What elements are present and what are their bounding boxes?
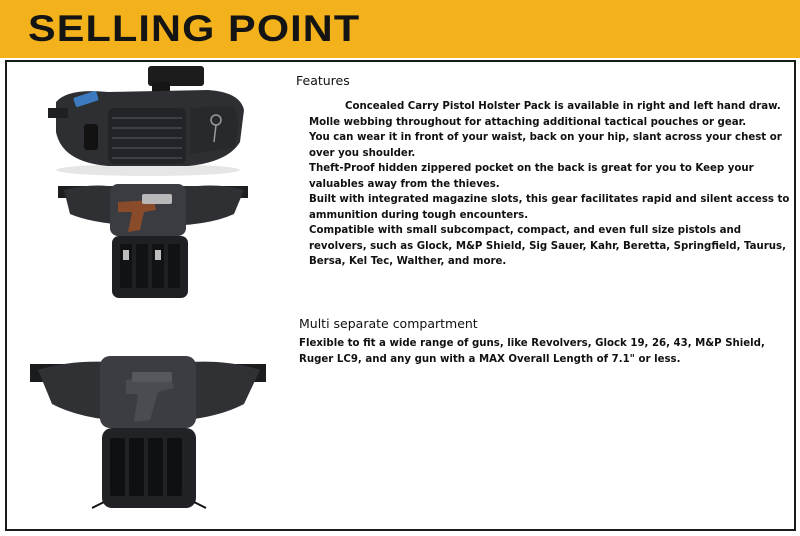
compartment-heading: Multi separate compartment (299, 316, 478, 331)
features-list (309, 99, 791, 270)
feature-item: Compatible with small subcompact, compact, and even full size pistols and revolvers, such as Glock, M&P Shield, Sig Sauer, Kahr, Beretta, Springfield, Taurus, Bersa, Kel Tec, Walther, and more. (309, 225, 786, 267)
feature-item: Concealed Carry Pistol Holster Pack is available in right and left hand draw. (345, 101, 781, 112)
product-image-molle-pack (48, 62, 248, 180)
selling-point-banner (0, 0, 800, 58)
product-image-compartment-pack (30, 342, 266, 510)
feature-item: Built with integrated magazine slots, this gear facilitates rapid and silent access to ammunition during tough encounters. (309, 194, 790, 221)
banner-title: SELLING POINT (28, 8, 361, 49)
features-heading: Features (296, 73, 350, 88)
compartment-text (299, 336, 791, 367)
feature-item: Molle webbing throughout for attaching additional tactical pouches or gear. (309, 116, 747, 128)
compartment-description: Flexible to fit a wide range of guns, like Revolvers, Glock 19, 26, 43, M&P Shield, Ruger LC9, and any gun with a MAX Overall Length of 7.1" or less. (299, 338, 765, 365)
feature-item: You can wear it in front of your waist, back on your hip, slant across your chest or over you shoulder. (309, 132, 782, 159)
feature-item: Theft-Proof hidden zippered pocket on the back is great for you to Keep your valuables away from the thieves. (309, 163, 754, 190)
product-image-revolver-pack (58, 180, 248, 300)
